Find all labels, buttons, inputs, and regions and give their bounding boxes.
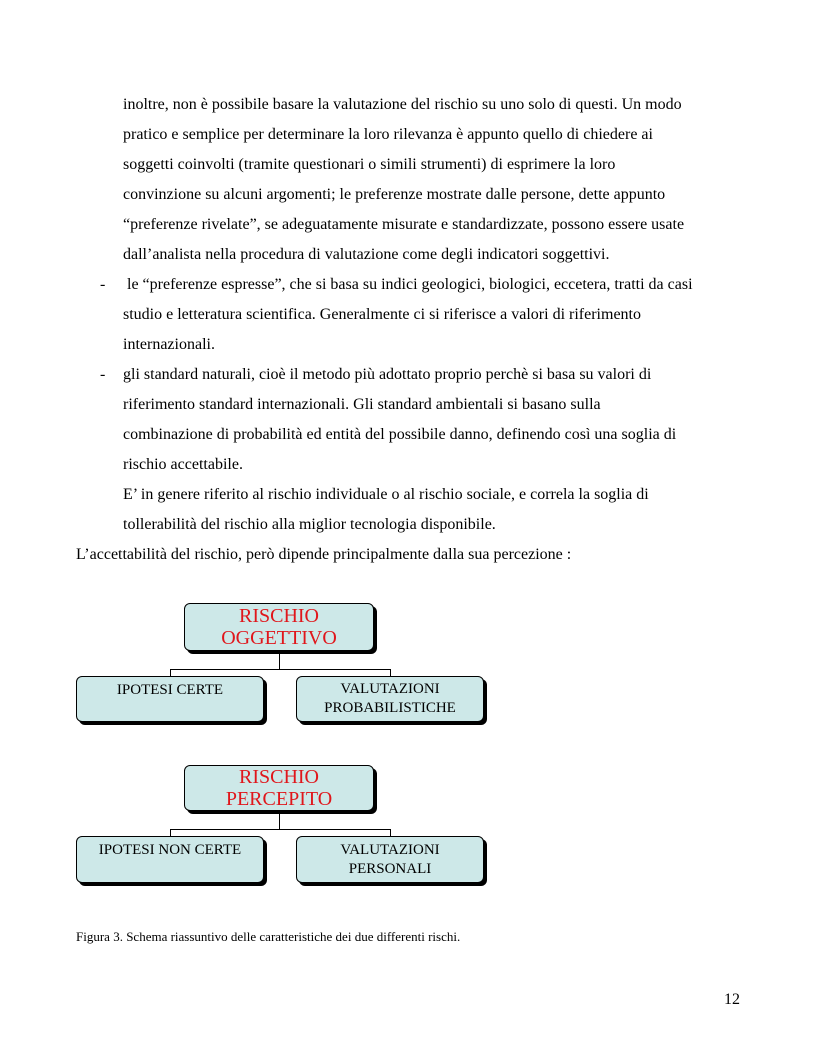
bullet-line: combinazione di probabilità ed entità del possibile danno, definendo così una soglia di [123,426,677,443]
body-line: “preferenze rivelate”, se adeguatamente misurate e standardizzate, possono essere usate [123,216,685,233]
perceived-risk-box [184,765,374,811]
uncertain-hypotheses-box [76,836,264,883]
connector-horizontal [170,829,391,830]
bullet-line: E’ in genere riferito al rischio individuale o al rischio sociale, e correla la soglia di [123,486,649,503]
bullet-line: riferimento standard internazionali. Gli standard ambientali si basano sulla [123,396,601,413]
bullet-line: internazionali. [123,336,215,353]
connector-vertical [170,669,171,676]
body-line: convinzione su alcuni argomenti; le preferenze mostrate dalle persone, dette appunto [123,186,666,203]
connector-vertical [390,669,391,676]
perceived-risk-title-line: PERCEPITO [225,788,333,810]
objective-risk-title-line: OGGETTIVO [221,627,337,649]
connector-horizontal [170,669,391,670]
bullet-dash: - [100,276,106,293]
page-number: 12 [724,991,740,1008]
uncertain-hypotheses-label: IPOTESI NON CERTE [98,842,242,858]
body-line: inoltre, non è possibile basare la valutazione del rischio su uno solo di questi. Un modo [123,96,682,113]
certain-hypotheses-label: IPOTESI CERTE [116,682,224,698]
personal-evaluations-line: PERSONALI [348,860,432,877]
body-line: pratico e semplice per determinare la loro rilevanza è appunto quello di chiedere ai [123,126,653,143]
probabilistic-evaluations-line: PROBABILISTICHE [324,700,456,716]
personal-evaluations-box [296,836,484,883]
body-line: dall’analista nella procedura di valutazione come degli indicatori soggettivi. [123,246,610,263]
bullet-line: studio e letteratura scientifica. Generalmente ci si riferisce a valori di riferimento [123,306,641,323]
certain-hypotheses-box [76,676,264,722]
objective-risk-title-line: RISCHIO [238,605,319,627]
bullet-line: tollerabilità del rischio alla miglior tecnologia disponibile. [123,516,496,533]
bullet-dash: - [100,366,106,383]
personal-evaluations-line: VALUTAZIONI [340,841,440,858]
objective-risk-box [184,603,374,651]
perceived-risk-title-line: RISCHIO [238,766,319,788]
connector-vertical [170,829,171,836]
bullet-line: le “preferenze espresse”, che si basa su indici geologici, biologici, eccetera, tratti da casi [127,276,693,293]
bullet-line: rischio accettabile. [123,456,243,473]
diagram-intro: L’accettabilità del rischio, però dipende principalmente dalla sua percezione : [76,546,572,563]
bullet-line: gli standard naturali, cioè il metodo più adottato proprio perchè si basa su valori di [123,366,652,383]
connector-vertical [390,829,391,836]
figure-caption: Figura 3. Schema riassuntivo delle caratteristiche dei due differenti rischi. [76,929,461,944]
connector-vertical [279,812,280,829]
probabilistic-evaluations-box [296,676,484,722]
connector-vertical [279,652,280,669]
probabilistic-evaluations-line: VALUTAZIONI [340,681,440,697]
body-line: soggetti coinvolti (tramite questionari o simili strumenti) di esprimere la loro [123,156,616,173]
